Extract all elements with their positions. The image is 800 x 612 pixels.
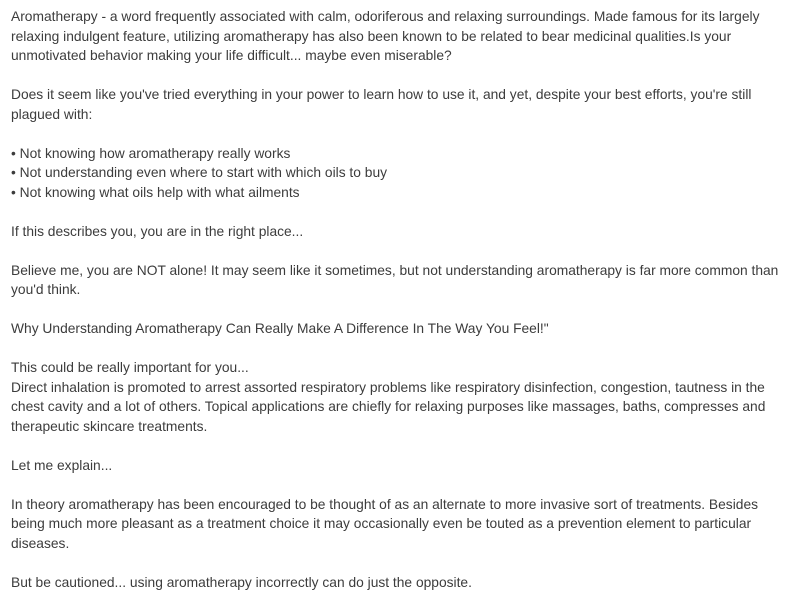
why-heading-paragraph: Why Understanding Aromatherapy Can Really Make A Difference In The Way You Feel!" xyxy=(11,321,549,336)
list-item: • Not knowing what oils help with what ailments xyxy=(11,183,791,203)
right-place-paragraph: If this describes you, you are in the right place... xyxy=(11,223,304,239)
inhalation-paragraph xyxy=(11,358,791,436)
caution-paragraph: But be cautioned... using aromatherapy incorrectly can do just the opposite. xyxy=(11,574,472,590)
theory-paragraph: In theory aromatherapy has been encouraged to be thought of as an alternate to more invasive sort of treatments. Besides being much more pleasant as a treatment choice it may occasionally even be touted as a prevention element to particular diseases. xyxy=(11,496,759,551)
inhalation-text: Direct inhalation is promoted to arrest assorted respiratory problems like respiratory disinfection, congestion, tautness in the chest cavity and a lot of others. Topical applications are chiefly for relaxing purposes like massages, baths, compresses and therapeutic skincare treatments. xyxy=(11,379,766,434)
important-line: This could be really important for you... xyxy=(11,360,249,375)
explain-paragraph: Let me explain... xyxy=(11,457,113,473)
article-body xyxy=(11,7,791,612)
list-item: • Not understanding even where to start with which oils to buy xyxy=(11,163,791,183)
question-paragraph: Does it seem like you've tried everything in your power to learn how to use it, and yet, despite your best efforts, you're still plagued with: xyxy=(11,87,752,122)
intro-paragraph: Aromatherapy - a word frequently associated with calm, odoriferous and relaxing surroundings. Made famous for its largely relaxing indulgent feature, utilizing aromatherapy has also been known to be related to bear medicinal qualities.Is your unmotivated behavior making your life difficult... maybe even miserable? xyxy=(11,9,760,63)
problem-list xyxy=(11,144,791,203)
not-alone-paragraph: Believe me, you are NOT alone! It may seem like it sometimes, but not understanding aromatherapy is far more common than you'd think. xyxy=(11,262,779,297)
list-item: • Not knowing how aromatherapy really works xyxy=(11,144,791,164)
